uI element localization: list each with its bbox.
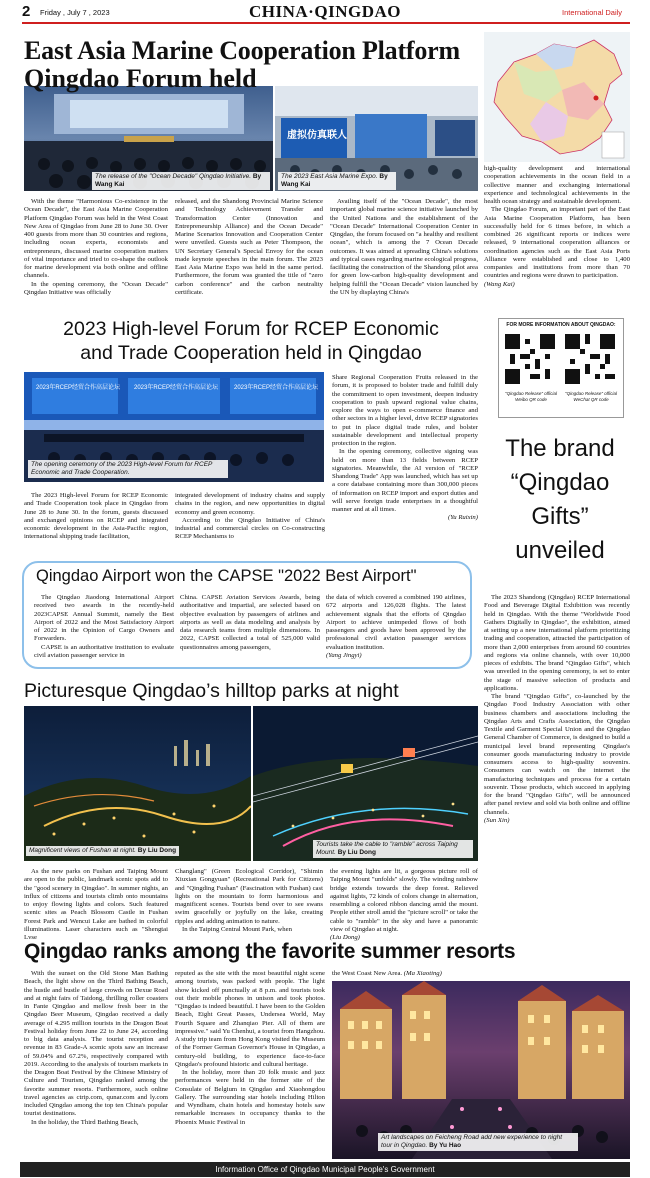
gifts-p2: The brand "Qingdao Gifts", co-launched by the Qingdao Food Industry Association with other business chambers and associations including the Qingdao Arts and Crafts Association, the Qingdao Textile and Garment Special Union and the Qingdao General Chamber of Commerce, is designed to build a municipal level brand representing Qingdao's consumer goods manufacturing industry to provide consumers access to high-quality souvenirs. Consumers can watch on the internet the manufacturing techniques and process for a certain souvenir. Those products, which succeed in applying for the brand "Qingdao Gifts", will be announced after panel review and sold via both online and offline channels. — [484, 693, 630, 816]
hilltop-column-2 — [175, 868, 323, 934]
forum-caption-1-credit: By Wang Kai — [95, 173, 262, 188]
gifts-headline-line-2: “Qingdao — [510, 469, 610, 496]
resorts-col3-lead: the West Coast New Area. — [332, 970, 403, 977]
rcep-col2-p1: integrated development of industry chains and supply chains in the region, and new opportunities in digital economy and green economy. — [175, 492, 325, 516]
gifts-headline-line-1: The brand — [505, 435, 615, 462]
rcep-column-3 — [332, 374, 478, 523]
forum-photo-expo — [275, 86, 478, 191]
capse-col1-p1: The Qingdao Jiaodong International Airport received two awards in the recently-held 2023CAPSE Annual Summit, namely the Best Airport of 2022 and the Most Satisfactory Airport of 2022 in the Opinion of Cargo Owners and Forwarders. — [34, 594, 174, 643]
qr-label-wechat: "Qingdao Release" official WeChat QR code — [565, 391, 617, 402]
rcep-col1-p1: The 2023 High-level Forum for RCEP Economic and Trade Cooperation took place in Qingdao from June 28 to June 30. In the forum, guests discussed and exchanged opinions on RCEP and integrated economic development in the Asia-Pacific region, international shipping trade facilitation, — [24, 492, 168, 541]
forum-headline-2: Qingdao Forum held — [24, 64, 257, 93]
hilltop-byline: (Liu Dong) — [330, 934, 360, 941]
hilltop-headline: Picturesque Qingdao’s hilltop parks at night — [24, 680, 399, 702]
hilltop-photo-fushan — [24, 706, 251, 861]
forum-col4-p1: high-quality development and international cooperation achievements in the ocean field in a collective manner and exchanging international experience and technological achievements in the health ocean strategy and sustainable development. — [484, 165, 630, 205]
forum-col3-p1: Availing itself of the "Ocean Decade", the most important global marine science initiative launched by the United Nations and the establishment of the "Ocean Decade" International Cooperation Center in Qingdao, the forum focused on "a healthy and resilient ocean", which is among the 7 Ocean Decade outcomes. It was aimed at spreading China's solutions and typical cases regarding marine ecological progress, facilitating the construction of the Shandong pilot area for green low-carbon high-quality development and helping fulfill the "Ocean Decade" vision launched by the UN by displaying China's — [330, 198, 478, 296]
resorts-caption-credit: By Yu Hao — [429, 1142, 462, 1149]
hilltop-caption-2-text: Tourists take the cable to "ramble" across Taiping Mount. — [316, 841, 458, 856]
forum-column-1 — [24, 198, 168, 297]
resorts-caption-text: Art landscapes on Feicheng Road add new experience to night tour in Qingdao. — [381, 1134, 563, 1149]
gifts-headline — [490, 432, 630, 568]
hilltop-column-3 — [330, 868, 478, 942]
capse-headline: Qingdao Airport won the CAPSE "2022 Best Airport" — [36, 567, 417, 585]
resorts-byline: (Ma Xiaoting) — [403, 970, 442, 977]
masthead-section: International Daily — [562, 8, 623, 17]
capse-byline: (Yang Jingyi) — [326, 651, 362, 659]
qr-code-wechat[interactable] — [565, 333, 615, 385]
rcep-screen-text-2: 2023年RCEP经贸合作高层论坛 — [134, 385, 219, 391]
rcep-col3-p1: Share Regional Cooperation Fruits released in the forum, it is proposed to bolster trade and fulfill duly the commitment to open investment, deepen industry cooperation to push upward regional value chains, explore the ways to open e-commerce finance and other sectors in a higher level, drive RCEP signatories to put in place digital trade rules, and bolster sustainable development and intellectual property protection in the region. — [332, 374, 478, 447]
gifts-byline: (Sun Xin) — [484, 816, 510, 824]
capse-column-1 — [34, 594, 174, 660]
resorts-column-1 — [24, 970, 168, 1127]
hilltop-caption-2 — [313, 840, 473, 858]
expo-banner-text: 虚拟仿真联人 — [287, 130, 347, 141]
resorts-column-2 — [175, 970, 325, 1127]
footer-text: Information Office of Qingdao Municipal People's Government — [215, 1165, 435, 1174]
forum-caption-2-credit: By Wang Kai — [281, 173, 388, 188]
forum-column-2 — [175, 198, 323, 297]
rcep-screen-text-3: 2023年RCEP经贸合作高层论坛 — [234, 385, 319, 391]
hilltop-caption-1 — [26, 846, 179, 856]
qr-title: FOR MORE INFORMATION ABOUT QINGDAO: — [506, 322, 616, 328]
capse-col1-p2: CAPSE is an authoritative institution to evaluate civil aviation passenger service in — [34, 643, 174, 659]
masthead-title: CHINA·QINGDAO — [249, 2, 401, 21]
forum-caption-2 — [278, 172, 396, 190]
forum-col4-p2: The Qingdao Forum, an important part of the East Asia Marine Cooperation Platform, has been successfully held for 6 times before, in which a combined 26 significant reports or indices were released, 9 international cooperation alliances or coordination agencies such as the East Asia Ports Alliance were established and close to 1,400 companies and institutions from more than 70 countries and regions were drawn to participation. — [484, 206, 630, 280]
rcep-screen-text-1: 2023年RCEP经贸合作高层论坛 — [36, 385, 121, 391]
forum-col1-p1: With the theme "Harmonious Co-existence in the Ocean Decade", the East Asia Marine Cooperation Platform Qingdao Forum was held in the West Coast New Area of Qingdao from June 28 to June 30. Over 400 guests from more than 30 countries and regions, including ocean experts, economists and entrepreneurs, discussed marine cooperation matters of vital importance and tried to co-shape the outlook for marine development via both online and offline channels. — [24, 198, 168, 280]
qr-code-weibo[interactable] — [505, 333, 555, 385]
forum-headline-1: East Asia Marine Cooperation Platform — [24, 36, 460, 65]
qr-box — [498, 318, 624, 418]
forum-caption-1 — [92, 172, 270, 190]
china-map-image — [484, 32, 630, 162]
hilltop-column-1 — [24, 868, 168, 942]
hilltop-col1-p1: As the new parks on Fushan and Taiping Mount are open to the public, landmark scenic spots add to the "good scenery in Qingdao". In summer nights, an influx of citizens and tourists climb onto mountains to enjoy flowing lights and colors. Such featured scenic sites as Peach Blossom Castle in Fushan Forest Park and Wencui Lake are bathed in colorful illuminations. Laser characters such as "Shengtai Lvse — [24, 868, 168, 941]
qr-label-weibo: "Qingdao Release" official Weibo QR code — [505, 391, 557, 402]
forum-caption-2-text: The 2023 East Asia Marine Expo. — [281, 173, 378, 180]
forum-caption-1-text: The release of the "Ocean Decade" Qingdao Initiative. — [95, 173, 252, 180]
gifts-headline-line-3: Gifts” — [531, 503, 589, 530]
footer-bar — [20, 1162, 630, 1177]
forum-byline: (Wang Kai) — [484, 280, 515, 288]
resorts-column-3 — [332, 970, 630, 978]
resorts-photo-feicheng — [332, 981, 630, 1159]
capse-col2-p1: China. CAPSE Aviation Services Awards, being authoritative and impartial, are selected based on objective evaluation by passengers of airlines and airports as well as data modeling and analysis by data research teams from multiple dimensions. In 2022, CAPSE collected a total of 525,000 valid questionnaires among passengers, — [180, 594, 320, 651]
rcep-headline-1: 2023 High-level Forum for RCEP Economic — [63, 318, 439, 340]
resorts-headline: Qingdao ranks among the favorite summer resorts — [24, 940, 516, 963]
rcep-col2-p2: According to the Qingdao Initiative of China's industrial and commercial circles on Co-constructing RCEP Mechanisms to — [175, 516, 325, 541]
forum-photo-conference — [24, 86, 273, 191]
rcep-col3-p2: In the opening ceremony, collective signing was held on more than 13 fields between RCEP signatories. Meanwhile, the AI version of "RCEP Shandong Trade" App was launched, which has set up a core database containing more than 300,000 pieces of information on RCEP import and export duties and will serve foreign trade enterprises in a thoughtful manner and at all times. — [332, 448, 478, 513]
hilltop-caption-2-credit: By Liu Dong — [337, 849, 376, 856]
forum-col1-p2: In the opening ceremony, the "Ocean Decade" Qingdao Initiative was officially — [24, 280, 168, 296]
rcep-headline-2: and Trade Cooperation held in Qingdao — [80, 342, 422, 364]
gifts-p1: The 2023 Shandong (Qingdao) RCEP International Food and Beverage Digital Exhibition was recently held in Qingdao. With the theme "Worldwide Food Gathers Digitally in Qingdao", the exhibition, aimed at setting up a new international platform prioritizing trading and cooperation, attracted the participation of more than 2,000 enterprises from around 60 countries and regions via online channels, with over 10,000 pieces of exhibits. The brand "Qingdao Gifts", which was unveiled in the opening ceremony, is set to enter the stage of massive selection of products and applications. — [484, 594, 630, 692]
masthead-date: Friday , July 7 , 2023 — [40, 8, 110, 17]
gifts-headline-line-4: unveiled — [515, 537, 605, 564]
hilltop-col2-p2: In the Taiping Central Mount Park, when — [182, 925, 292, 933]
masthead — [0, 0, 650, 26]
forum-column-4 — [484, 165, 630, 289]
hilltop-col3-p1: the evening lights are lit, a gorgeous picture roll of Taiping Mount "unfolds" slowly. The winding rainbow bridge extends towards the deep forest. Relieved against lights, 72 kinds of colors change in alternation, resembling a colored ribbon dancing amid the mount. People either stroll amid the "picture scroll" or take the cable to "ramble" in the sky and have a panoramic view of Qingdao at night. — [330, 868, 478, 933]
resorts-col1-p2: In the holiday, the Third Bathing Beach, — [31, 1118, 139, 1126]
rcep-caption: The opening ceremony of the 2023 High-level Forum for RCEP Economic and Trade Cooperation. — [28, 460, 228, 478]
hilltop-col2-p1: Changlang" (Green Ecological Corridor), "Shimin Xiuxian Gongyuan" (Recreational Park for Citizens) and "Qingding Fushan" (Fascination with Fushan) cast lights on the mountain to form harmonious and magnificent scenes. Tourists bend over to see swans swim gracefully or joyfully on the lake, creating ripples and adding animation to nature. — [175, 868, 323, 925]
rcep-byline: (Yu Ruixin) — [447, 514, 478, 522]
resorts-caption — [378, 1133, 578, 1151]
rcep-column-2 — [175, 492, 325, 542]
hilltop-caption-1-text: Magnificent views of Fushan at night. — [29, 847, 136, 854]
gifts-column — [484, 594, 630, 825]
masthead-rule — [22, 22, 630, 24]
rcep-photo — [24, 372, 324, 482]
forum-col2-p1: released, and the Shandong Provincial Marine Science and Technology Achievement Transfer and Transformation Center (Innovation and Entrepreneurship Alliance) and the Ocean Decade" Marine Scenarios Innovation and Cooperation Center were unveiled. Guests such as Peter Thompson, the UN Secretary General's Special Envoy for the ocean made keynote speeches in the main forum. The 2023 East Asia Marine Expo was held in the same period. Furthermore, the forum was granted the title of "zero carbon conference" and the carbon neutrality certificate. — [175, 198, 323, 296]
forum-column-3 — [330, 198, 478, 297]
page-number: 2 — [22, 3, 31, 20]
capse-column-2 — [180, 594, 320, 652]
hilltop-caption-1-credit: By Liu Dong — [137, 847, 177, 854]
capse-column-3 — [326, 594, 466, 660]
rcep-column-1 — [24, 492, 168, 542]
resorts-col1-p1: With the sunset on the Old Stone Man Bathing Beach, the light show on the Third Bathing Beach, the hustle and bustle of large crowds on Dexue Road and at night fairs of Taidong, thrilling roller coasters in Fante Qingdao and mellow fresh beer in the Qingdao Beer Museum, Qingdao received a daily average of 4.295 million tourists in the Dragon Boat Festival holiday from June 22 to June 24, according to big data analysis. The tourist reception and revenue in 83 Grade-A scenic spots saw an increase of 59.04% and 67.2%, respectively compared with 2019. According to the analysis of tourism markets in the Dragon Boat Festival by the Chinese Ministry of Culture and Tourism, Qingdao ranked among the favorite summer resorts. Furthermore, such online travel agencies as ctrip.com, qunar.com and ly.com included Qingdao among the top ten China's popular tourist destinations. — [24, 970, 168, 1118]
capse-col3-p1: the data of which covered a combined 190 airlines, 672 airports and 126,028 flights. The latest achievement signals that the efforts of Qingdao Airport to achieve unimpeded flows of both passengers and goods have been approved by the professional civil aviation passenger services evaluation institution. — [326, 594, 466, 651]
hilltop-photo-taiping — [253, 706, 478, 861]
resorts-col2-p1: reputed as the site with the most beautiful night scene among tourists, was packed with people. The light show kicked off punctually at 8 p.m. and tourists took out their mobile phones in unison and took photos. "Qingdao is indeed beautiful. I have been to the Golden Beach, Eight Great Passes, Undersea World, May Fourth Square and Zhanqiao Pier. All of them are impressive." said Yu Chenhui, a tourist from Hangzhou. A study trip team from Hong Kong visited the Museum of the Former German Governor's House in Qingdao, a century-old building, to experience face-to-face Qingdao's profound historic and cultural heritage. — [175, 970, 325, 1068]
resorts-col2-p2: In the holiday, more than 20 folk music and jazz performances were held in the former site of the Consulate of Belgium in Qingdao and Xiaohongdou Gallery. The surrounding star hotels including Hilton and Wyndham, chain hotels and homestay hotels saw remarkable increases in occupancy thanks to the Phoenix Music Festival in — [175, 1069, 325, 1126]
